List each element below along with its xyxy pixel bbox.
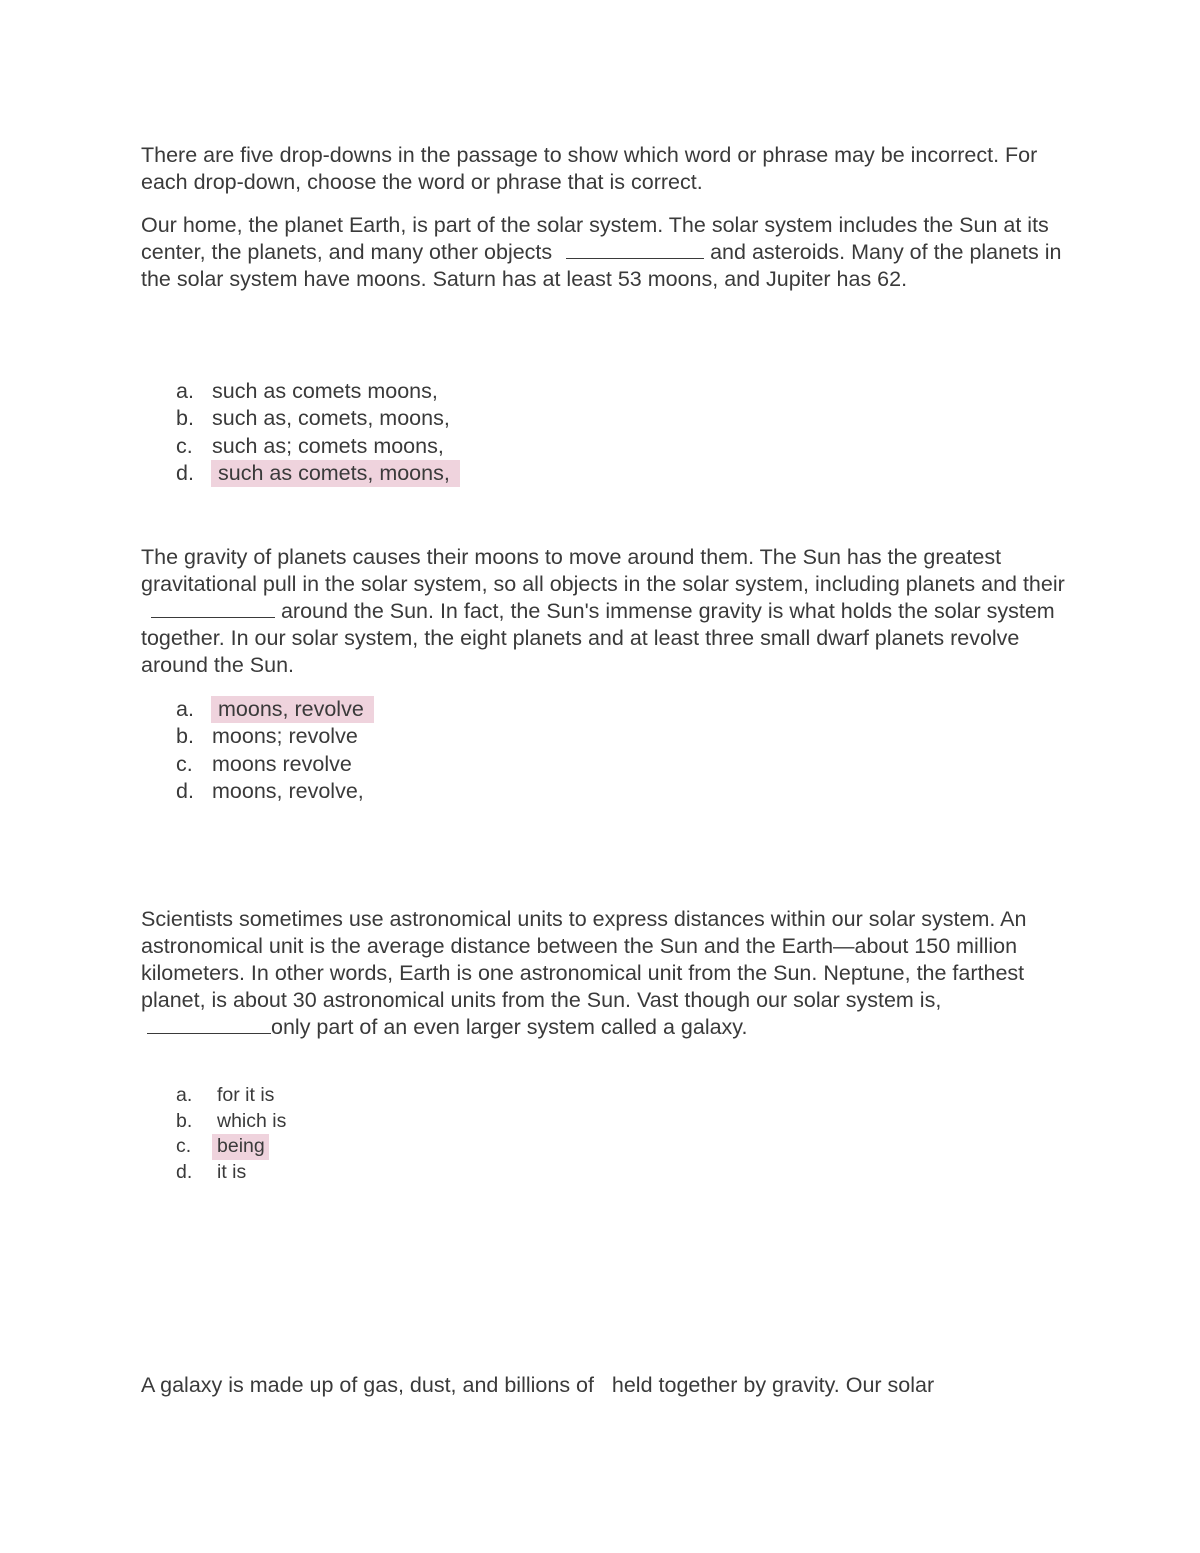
question-2-options bbox=[176, 696, 374, 805]
question-1-options bbox=[176, 378, 460, 487]
option-2a-selected[interactable] bbox=[176, 696, 374, 723]
option-3a[interactable] bbox=[176, 1083, 287, 1109]
option-letter: b. bbox=[176, 406, 194, 431]
option-text-highlighted: moons, revolve bbox=[211, 696, 374, 723]
passage-2-before: The gravity of planets causes their moons to move around them. The Sun has the greatest gravitational pull in the solar system, so all objects in the solar system, including planets and their bbox=[141, 545, 1065, 596]
option-text: moons, revolve, bbox=[212, 778, 364, 803]
option-text: which is bbox=[217, 1109, 287, 1132]
option-3c-selected[interactable] bbox=[176, 1134, 287, 1160]
option-3d[interactable] bbox=[176, 1160, 287, 1186]
option-letter: a. bbox=[176, 1084, 193, 1106]
option-1c[interactable] bbox=[176, 433, 460, 460]
option-letter: a. bbox=[176, 697, 194, 721]
passage-3 bbox=[141, 906, 1071, 1041]
option-2c[interactable] bbox=[176, 751, 374, 778]
option-letter: b. bbox=[176, 724, 194, 749]
option-1b[interactable] bbox=[176, 405, 460, 432]
option-1d-selected[interactable] bbox=[176, 460, 460, 487]
option-text: such as; comets moons, bbox=[212, 433, 444, 458]
drop-down-1-blank[interactable] bbox=[566, 240, 704, 259]
drop-down-2-blank[interactable] bbox=[151, 599, 275, 618]
passage-1-before: Our home, the planet Earth, is part of the solar system. The solar system includes the Sun at its center, the planets, and many other objects bbox=[141, 213, 1049, 264]
option-text: such as comets moons, bbox=[212, 379, 438, 403]
passage-3-after: only part of an even larger system called a galaxy. bbox=[271, 1015, 748, 1039]
option-letter: c. bbox=[176, 1135, 192, 1157]
passage-4: A galaxy is made up of gas, dust, and billions of held together by gravity. Our solar bbox=[141, 1373, 935, 1397]
option-letter: d. bbox=[176, 1160, 193, 1183]
passage-2-after: around the Sun. In fact, the Sun's immense gravity is what holds the solar system together. In our solar system, the eight planets and at least three small dwarf planets revolve around the Sun. bbox=[141, 599, 1055, 677]
option-letter: d. bbox=[176, 460, 194, 485]
instructions-text: There are five drop-downs in the passage to show which word or phrase may be incorrect. For each drop-down, choose the word or phrase that is correct. bbox=[141, 143, 1038, 194]
option-2b[interactable] bbox=[176, 723, 374, 750]
option-text: for it is bbox=[217, 1084, 275, 1106]
option-text-highlighted: such as comets, moons, bbox=[211, 460, 460, 487]
option-letter: b. bbox=[176, 1109, 193, 1132]
option-letter: c. bbox=[176, 751, 193, 776]
option-3b[interactable] bbox=[176, 1109, 287, 1135]
passage-1 bbox=[141, 212, 1071, 293]
option-text: such as, comets, moons, bbox=[212, 406, 450, 431]
question-3-options bbox=[176, 1083, 287, 1185]
option-letter: d. bbox=[176, 778, 194, 803]
drop-down-3-blank[interactable] bbox=[147, 1015, 271, 1034]
option-text: moons revolve bbox=[212, 751, 352, 776]
option-1a[interactable] bbox=[176, 378, 460, 405]
option-letter: a. bbox=[176, 379, 194, 403]
option-2d[interactable] bbox=[176, 778, 374, 805]
option-text-highlighted: being bbox=[212, 1134, 269, 1160]
passage-1-after: and asteroids. Many of the planets in the solar system have moons. Saturn has at least 53 moons, and Jupiter has 62. bbox=[141, 240, 1062, 291]
passage-3-before: Scientists sometimes use astronomical units to express distances within our solar system. An astronomical unit is the average distance between the Sun and the Earth—about 150 million kilometers. In other words, Earth is one astronomical unit from the Sun. Neptune, the farthest planet, is about 30 astronomical units from the Sun. Vast though our solar system is, bbox=[141, 907, 1027, 1012]
passage-2 bbox=[141, 544, 1071, 679]
option-text: it is bbox=[217, 1160, 247, 1183]
option-text: moons; revolve bbox=[212, 724, 358, 749]
option-letter: c. bbox=[176, 433, 193, 458]
